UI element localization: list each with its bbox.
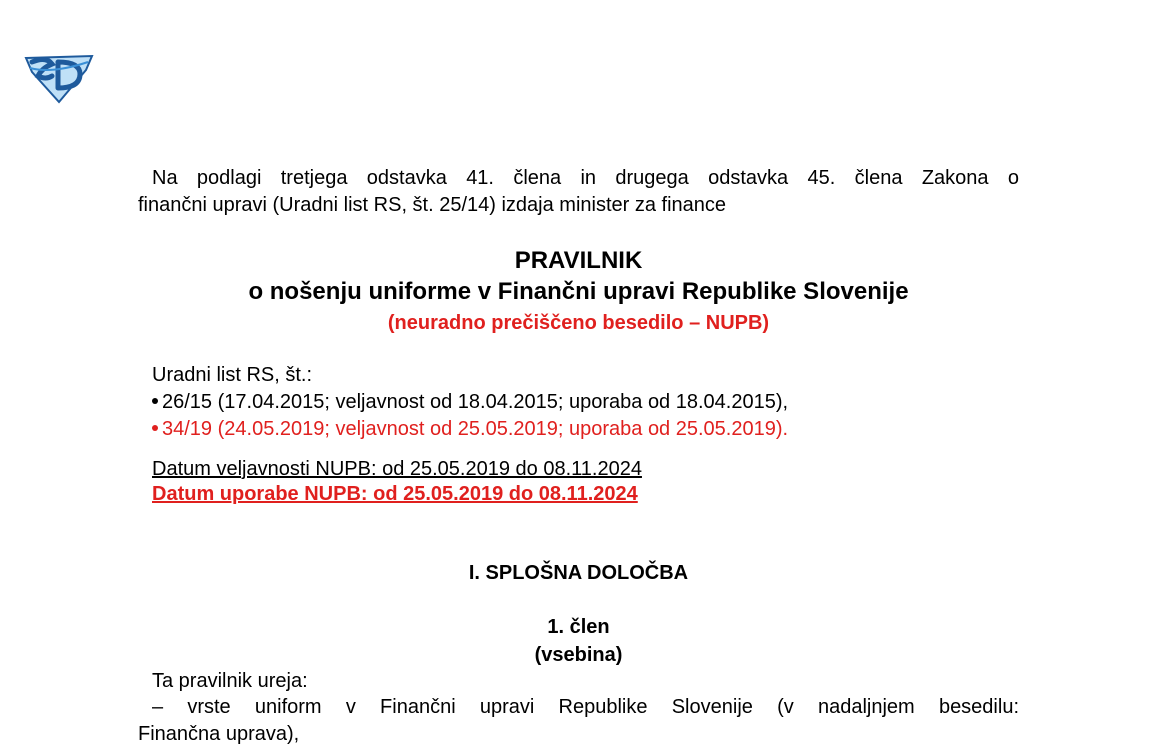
gazette-entry: [152, 389, 788, 416]
validity-date: Datum veljavnosti NUPB: od 25.05.2019 do 08.11.2024: [152, 458, 642, 480]
gazette-entry-text: 26/15 (17.04.2015; veljavnost od 18.04.2015; uporaba od 18.04.2015),: [162, 391, 789, 413]
article-lead: Ta pravilnik ureja:: [152, 670, 308, 692]
gazette-entry-text: 34/19 (24.05.2019; veljavnost od 25.05.2019; uporaba od 25.05.2019).: [162, 418, 789, 440]
gazette-label: Uradni list RS, št.:: [152, 364, 313, 386]
article-item-line-2: Finančna uprava),: [138, 723, 300, 745]
article-item-line-1: – vrste uniform v Finančni upravi Republike Slovenije (v nadaljnjem besedilu:: [152, 696, 1019, 718]
intro-line-2: finančni upravi (Uradni list RS, št. 25/14) izdaja minister za finance: [138, 194, 727, 216]
document-title: PRAVILNIK: [514, 247, 643, 274]
section-heading: I. SPLOŠNA DOLOČBA: [468, 562, 689, 584]
article-number: 1. člen: [547, 616, 610, 638]
nupb-note: (neuradno prečiščeno besedilo – NUPB): [387, 312, 770, 334]
use-date: Datum uporabe NUPB: od 25.05.2019 do 08.11.2024: [152, 483, 638, 505]
intro-line-1: Na podlagi tretjega odstavka 41. člena in drugega odstavka 45. člena Zakona o: [152, 167, 1019, 189]
article-title: (vsebina): [534, 644, 623, 666]
bullet-icon: [152, 425, 158, 431]
document-subtitle: o nošenju uniforme v Finančni upravi Republike Slovenije: [248, 278, 909, 305]
gazette-entry: [152, 416, 788, 443]
sd-logo: [22, 50, 96, 104]
bullet-icon: [152, 398, 158, 404]
